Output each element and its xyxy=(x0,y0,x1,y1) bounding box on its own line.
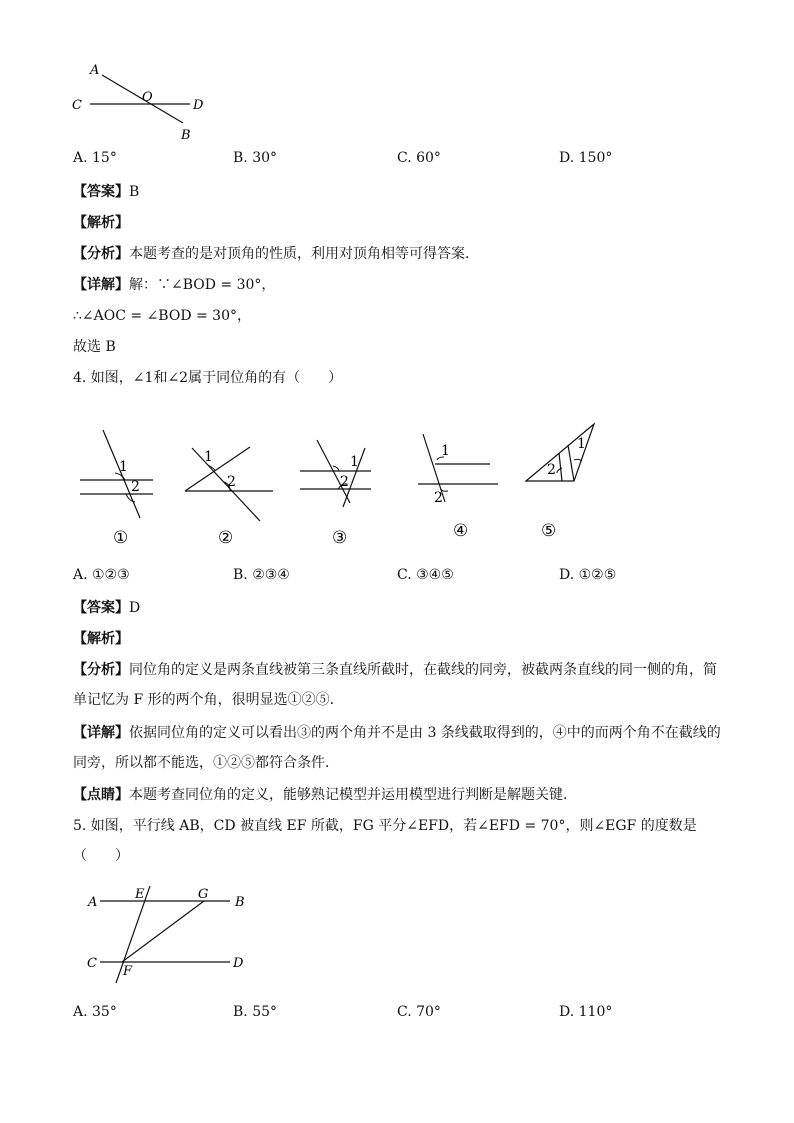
q3-figure xyxy=(60,55,220,150)
q4-xiangjie-2: 同旁，所以都不能选，①②⑤都符合条件． xyxy=(73,755,339,771)
q4-fig5-angle-2: 2 xyxy=(547,462,556,478)
q3-answer xyxy=(73,182,139,202)
q5-option-c: C. 70° xyxy=(397,1004,441,1020)
fenxi-text: 本题考查的是对顶角的性质，利用对顶角相等可得答案． xyxy=(129,246,479,262)
q4-fig1-number: ① xyxy=(113,528,129,548)
xiangjie-text: 解：∵∠BOD = 30°， xyxy=(129,277,276,293)
fenxi-tag: 【分析】 xyxy=(73,662,129,678)
dianjing-text: 本题考查同位角的定义，能够熟记模型并运用模型进行判断是解题关键． xyxy=(129,787,577,803)
q3-label-D: D xyxy=(193,98,204,113)
q4-fig1-angle-2: 2 xyxy=(131,479,140,495)
xiangjie-tag: 【详解】 xyxy=(73,277,129,293)
q4-figure-4 xyxy=(408,418,508,550)
q4-option-a: A. ①②③ xyxy=(73,567,130,583)
q5-label-D: D xyxy=(233,956,244,971)
dianjing-tag: 【点睛】 xyxy=(73,787,129,803)
q5-stem-1: 5. 如图，平行线 AB，CD 被直线 EF 所截，FG 平分∠EFD，若∠EFD = 70°，则∠EGF 的度数是 xyxy=(73,818,697,834)
q4-fig3-angle-1: 1 xyxy=(350,454,359,470)
q4-option-c: C. ③④⑤ xyxy=(397,567,454,583)
q3-analysis-tag: 【解析】 xyxy=(73,215,129,231)
q3-label-A: A xyxy=(90,63,100,78)
q3-xiangjie-1 xyxy=(73,275,275,295)
q4-fig4-angle-2: 2 xyxy=(434,490,443,506)
q5-label-E: E xyxy=(135,887,145,902)
q3-option-b: B. 30° xyxy=(233,150,278,166)
q3-label-C: C xyxy=(72,98,82,113)
q5-label-B: B xyxy=(235,895,245,910)
q3-xiangjie-2: ∴∠AOC = ∠BOD = 30°， xyxy=(73,308,251,324)
answer-tag: 【答案】 xyxy=(73,600,129,616)
q5-label-F: F xyxy=(123,964,133,979)
q4-fenxi-1 xyxy=(73,660,717,680)
xiangjie-text: 依据同位角的定义可以看出③的两个角并不是由 3 条线截取得到的，④中的而两个角不在截线的 xyxy=(129,725,721,741)
q4-fenxi-2: 单记忆为 F 形的两个角，很明显选①②⑤． xyxy=(73,692,344,708)
q3-label-B: B xyxy=(181,128,191,143)
fenxi-tag: 【分析】 xyxy=(73,246,129,262)
q4-fig5-angle-1: 1 xyxy=(577,436,586,452)
q4-fig3-number: ③ xyxy=(332,528,348,548)
fenxi-text: 同位角的定义是两条直线被第三条直线所截时，在截线的同旁，被截两条直线的同一侧的角，简 xyxy=(129,662,717,678)
q5-label-C: C xyxy=(87,956,97,971)
q3-label-O: O xyxy=(142,90,153,105)
q4-dianjing xyxy=(73,785,577,805)
q4-answer xyxy=(73,598,140,618)
q5-option-a: A. 35° xyxy=(73,1004,117,1020)
answer-value: B xyxy=(129,184,140,200)
q3-option-d: D. 150° xyxy=(559,150,613,166)
q4-fig4-number: ④ xyxy=(453,521,469,541)
q5-label-G: G xyxy=(198,887,209,902)
answer-value: D xyxy=(129,600,141,616)
q4-fig1-angle-1: 1 xyxy=(119,459,128,475)
answer-tag: 【答案】 xyxy=(73,184,129,200)
q3-conclusion: 故选 B xyxy=(73,339,116,355)
q4-xiangjie-1 xyxy=(73,723,721,743)
q3-option-c: C. 60° xyxy=(397,150,441,166)
q3-option-a: A. 15° xyxy=(73,150,117,166)
q4-figure-3 xyxy=(295,418,385,550)
q3-fenxi xyxy=(73,244,479,264)
q4-fig5-number: ⑤ xyxy=(541,521,557,541)
q4-option-b: B. ②③④ xyxy=(233,567,290,583)
q4-fig3-angle-2: 2 xyxy=(340,474,349,490)
q5-option-b: B. 55° xyxy=(233,1004,278,1020)
q4-figure-2 xyxy=(180,418,280,550)
q4-figure-1 xyxy=(75,418,165,550)
q4-fig4-angle-1: 1 xyxy=(441,443,450,459)
xiangjie-tag: 【详解】 xyxy=(73,725,129,741)
q5-figure xyxy=(80,880,260,995)
q4-stem: 4. 如图，∠1和∠2属于同位角的有（ ） xyxy=(73,370,343,386)
q5-option-d: D. 110° xyxy=(559,1004,613,1020)
q5-label-A: A xyxy=(88,895,98,910)
q4-option-d: D. ①②⑤ xyxy=(559,567,617,583)
q4-fig2-number: ② xyxy=(218,528,234,548)
q4-analysis-tag: 【解析】 xyxy=(73,631,129,647)
q4-fig2-angle-1: 1 xyxy=(204,449,213,465)
q5-stem-2: （ ） xyxy=(73,848,129,864)
q4-figure-5 xyxy=(520,418,620,550)
q4-fig2-angle-2: 2 xyxy=(227,474,236,490)
